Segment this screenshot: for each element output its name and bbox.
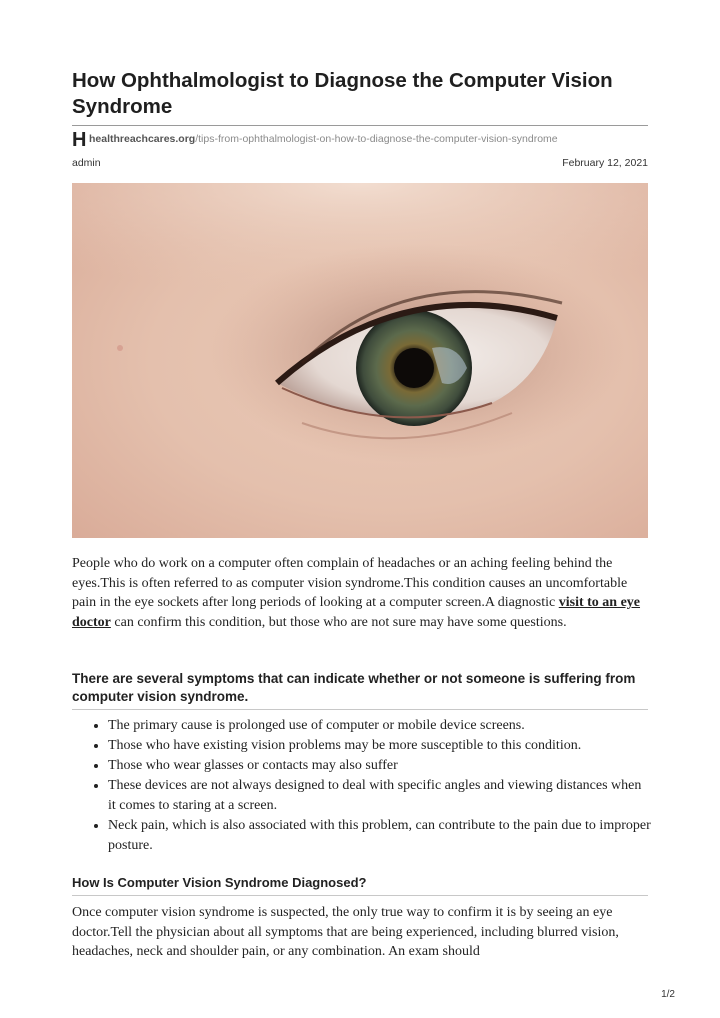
symptoms-list xyxy=(72,716,652,856)
list-item: • The primary cause is prolonged use of computer or mobile device screens. xyxy=(108,716,652,736)
eye-doctor-link[interactable]: visit to an eye doctor xyxy=(72,595,641,630)
source-url-path: /tips-from-ophthalmologist-on-how-to-diagnose-the-computer-vision-syndrome xyxy=(195,133,558,145)
publish-date: February 12, 2021 xyxy=(562,157,648,169)
hero-eye-image xyxy=(72,183,648,538)
symptoms-divider xyxy=(72,709,648,710)
list-item: • Those who wear glasses or contacts may also suffer xyxy=(108,756,652,776)
list-item: • Those who have existing vision problems may be more susceptible to this condition. xyxy=(108,736,652,756)
diagnosis-heading: How Is Computer Vision Syndrome Diagnosed? xyxy=(72,875,367,890)
site-logo-icon: H xyxy=(72,129,87,151)
symptoms-heading: There are several symptoms that can indicate whether or not someone is suffering from computer vision syndrome. xyxy=(72,671,636,704)
title-divider xyxy=(72,125,648,126)
intro-text-end: can confirm this condition, but those who are not sure may have some questions. xyxy=(110,614,567,630)
list-item: • Neck pain, which is also associated with this problem, can contribute to the pain due to improper posture. xyxy=(108,816,652,856)
source-url[interactable] xyxy=(89,133,558,145)
page-number: 1/2 xyxy=(661,989,675,1000)
author-name: admin xyxy=(72,157,101,169)
diagnosis-divider xyxy=(72,895,648,896)
article-title: How Ophthalmologist to Diagnose the Computer Vision Syndrome xyxy=(72,69,613,118)
intro-text-start: People who do work on a computer often complain of headaches or an aching feeling behind the eyes.This is often referred to as computer vision syndrome.This condition causes an uncomfortable pain in the eye sockets after long periods of looking at a computer screen.A diagnostic xyxy=(72,556,628,611)
list-item: • These devices are not always designed to deal with specific angles and viewing distances when it comes to staring at a screen. xyxy=(108,776,652,816)
intro-paragraph xyxy=(72,554,652,632)
source-url-domain: healthreachcares.org xyxy=(89,133,196,145)
diagnosis-paragraph: Once computer vision syndrome is suspected, the only true way to confirm it is by seeing an eye doctor.Tell the physician about all symptoms that are being experienced, including blurred vision, headaches, neck and shoulder pain, or any combination. An exam should xyxy=(72,905,619,960)
